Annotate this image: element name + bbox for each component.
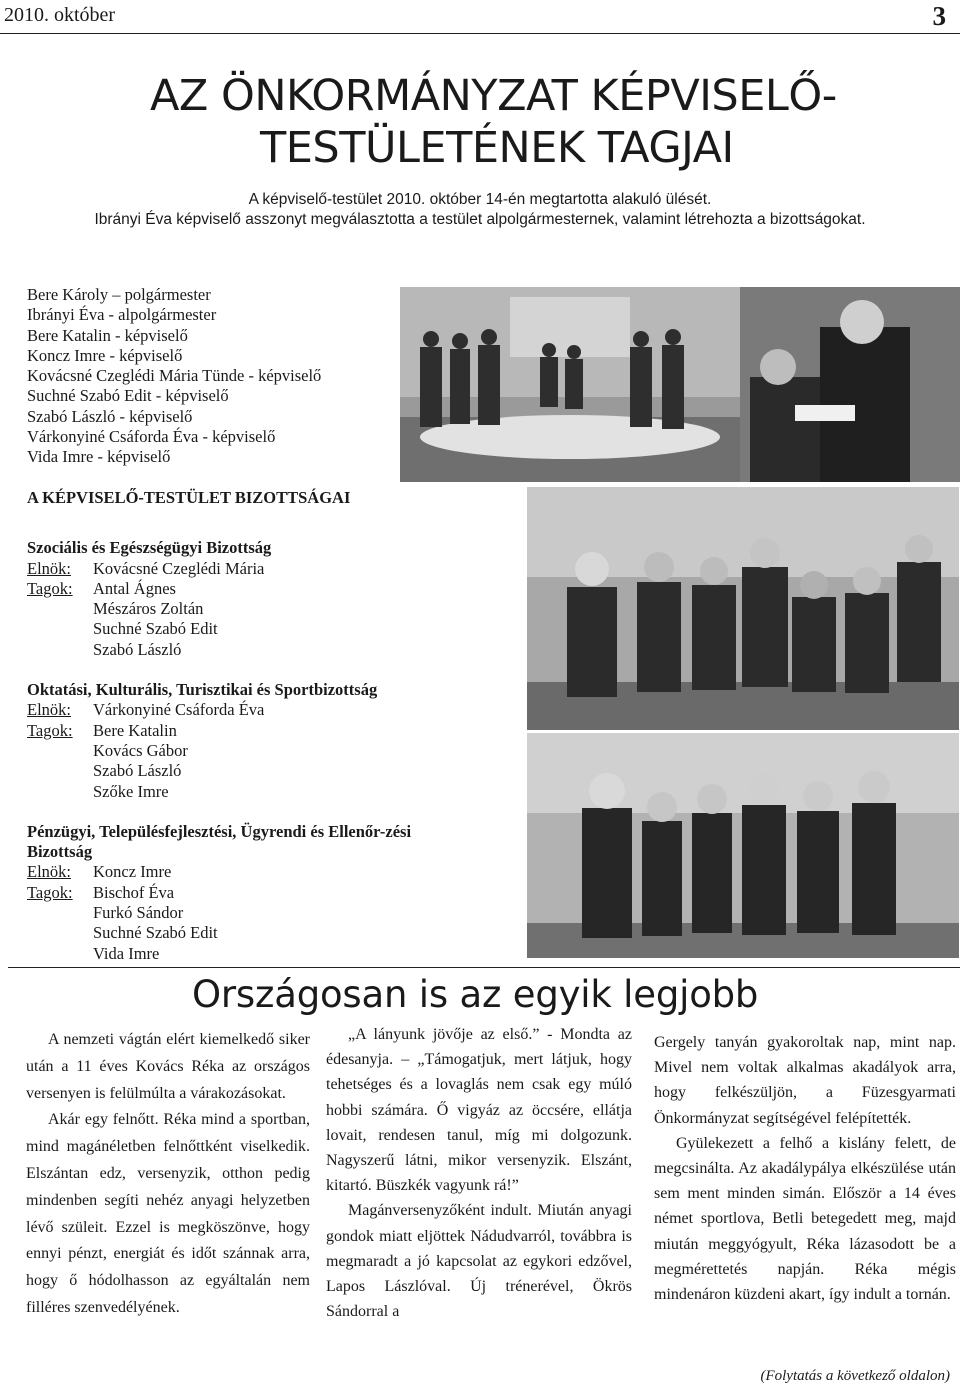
title-line-2: TESTÜLETÉNEK TAGJAI: [260, 123, 734, 173]
committee-member: Vida Imre: [93, 943, 160, 963]
page-date: 2010. október: [4, 4, 116, 26]
committee-chair-row: [27, 559, 517, 579]
committee-member: Szabó László: [93, 639, 182, 659]
committee-chair-row: [27, 700, 517, 720]
article-paragraph: „A lányunk jövője az első.” - Mondta az édesanyja. – „Támogatjuk, mert látjuk, hogy tehetséges és a lovaglás nem csak egy múló hobbi számára. Ő vigyáz az öccsére, ellátja lovait, rendesen tanul, míg mi dolgozunk. Nagyszerű látni, mikor versenyzik. Elszánt, kitartó. Büszkék vagyunk rá!”: [326, 1026, 632, 1195]
committee-member: Furkó Sándor: [93, 903, 184, 923]
article-column-2: [326, 1022, 632, 1324]
article-paragraph: Gyülekezett a felhő a kislány felett, de megcsinálta. Az akadálypálya elkészülése után sem ment minden simán. Először a 14 éves német sportlova, Betli betegedett meg, majd miután meggyógyult, Réka lázasodott be a megmérettetés napján. Réka mégis mindenáron küzdeni akart, így indult a tornán.: [654, 1134, 956, 1304]
member-item: Ibrányi Éva - alpolgármester: [27, 305, 217, 325]
committee-name: Pénzügyi, Településfejlesztési, Ügyrendi és Ellenőr-zési Bizottság: [27, 821, 412, 862]
committees-heading: A KÉPVISELŐ-TESTÜLET BIZOTTSÁGAI: [27, 488, 351, 507]
members-label: Tagok:: [27, 720, 73, 740]
member-item: Vida Imre - képviselő: [27, 447, 171, 467]
committee-member: Kovács Gábor: [93, 740, 188, 760]
header-rule: [0, 33, 960, 34]
committee-member-list: [93, 721, 188, 802]
chair-name: Koncz Imre: [93, 862, 172, 882]
member-item: Koncz Imre - képviselő: [27, 345, 183, 365]
title-line-1: AZ ÖNKORMÁNYZAT KÉPVISELŐ-: [150, 71, 837, 121]
council-meeting-photo: [400, 287, 960, 482]
committee-group-photo-1: [527, 487, 959, 730]
committee-members-row: [27, 721, 517, 802]
article-paragraph: Akár egy felnőtt. Réka mind a sportban, mind magánéletben felnőttként viselkedik. Elszántan edz, versenyzik, otthon pedig mindenben segíti nehéz anyagi helyzetben lévő szüleit. Ezzel is megköszönve, hogy ennyi pénzt, energiát és időt szánnak arra, hogy ő hódolhasson az egyáltalán nem filléres szenvedélyének.: [26, 1111, 310, 1316]
article-paragraph: A nemzeti vágtán elért kiemelkedő siker után a 11 éves Kovács Réka az országos versenyen is felülmúlta a várakozásokat.: [26, 1031, 310, 1102]
committee-member: Bischof Éva: [93, 882, 175, 902]
article-title: Országosan is az egyik legjobb: [192, 973, 759, 1016]
chair-label: Elnök:: [27, 558, 71, 578]
chair-label: Elnök:: [27, 700, 71, 720]
committee-group-photo-2: [527, 733, 959, 958]
continued-note: (Folytatás a következő oldalon): [760, 1368, 950, 1384]
committee-block: [27, 680, 517, 802]
committee-members-row: [27, 579, 517, 660]
chair-label: Elnök:: [27, 862, 71, 882]
committee-member: Szabó László: [93, 761, 182, 781]
committee-member-list: [93, 579, 218, 660]
committee-member: Bere Katalin: [93, 720, 177, 740]
article-paragraph: Gergely tanyán gyakoroltak nap, mint nap. Mivel nem voltak alkalmas akadályok arra, hogy felkészüljön, a Füzesgyarmati Önkormányzat segítségével felépítették.: [654, 1034, 956, 1127]
committee-name: Oktatási, Kulturális, Turisztikai és Sportbizottság: [27, 680, 378, 700]
article-column-3: [654, 1030, 956, 1307]
page-title: [150, 70, 870, 174]
members-label: Tagok:: [27, 882, 73, 902]
article-paragraph: Magánversenyzőként indult. Miután anyagi gondok miatt eljöttek Nádudvarról, továbbra is megmaradt a jó kapcsolat az egykori edzővel, Lapos Lászlóval. Új trénerével, Ökrös Sándorral a: [326, 1202, 632, 1321]
committee-member: Szőke Imre: [93, 781, 169, 801]
committee-member: Antal Ágnes: [93, 578, 176, 598]
section-rule: [8, 967, 960, 968]
member-list: [27, 285, 397, 468]
intro-line: Ibrányi Éva képviselő asszonyt megválasztotta a testület alpolgármesternek, valamint létrehozta a bizottságokat.: [94, 211, 866, 228]
member-item: Bere Katalin - képviselő: [27, 325, 188, 345]
committee-block: [27, 822, 517, 964]
members-label: Tagok:: [27, 578, 73, 598]
page-number: 3: [932, 1, 946, 31]
committees-section: [27, 488, 517, 984]
committee-name: Szociális és Egészségügyi Bizottság: [27, 538, 272, 558]
committee-member: Suchné Szabó Edit: [93, 619, 218, 639]
intro-line: A képviselő-testület 2010. október 14-én megtartotta alakuló ülését.: [248, 191, 712, 208]
member-item: Suchné Szabó Edit - képviselő: [27, 386, 229, 406]
committee-block: [27, 538, 517, 660]
article-column-1: [26, 1027, 310, 1322]
committee-member: Mészáros Zoltán: [93, 599, 204, 619]
chair-name: Várkonyiné Csáforda Éva: [93, 700, 265, 720]
committee-members-row: [27, 883, 517, 964]
member-item: Szabó László - képviselő: [27, 406, 193, 426]
committee-member: Suchné Szabó Edit: [93, 923, 218, 943]
intro-text: [0, 190, 960, 230]
member-item: Bere Károly – polgármester: [27, 285, 211, 304]
member-item: Várkonyiné Csáforda Éva - képviselő: [27, 427, 276, 447]
chair-name: Kovácsné Czeglédi Mária: [93, 558, 265, 578]
committee-chair-row: [27, 862, 517, 882]
committee-member-list: [93, 883, 218, 964]
member-item: Kovácsné Czeglédi Mária Tünde - képviselő: [27, 366, 322, 386]
